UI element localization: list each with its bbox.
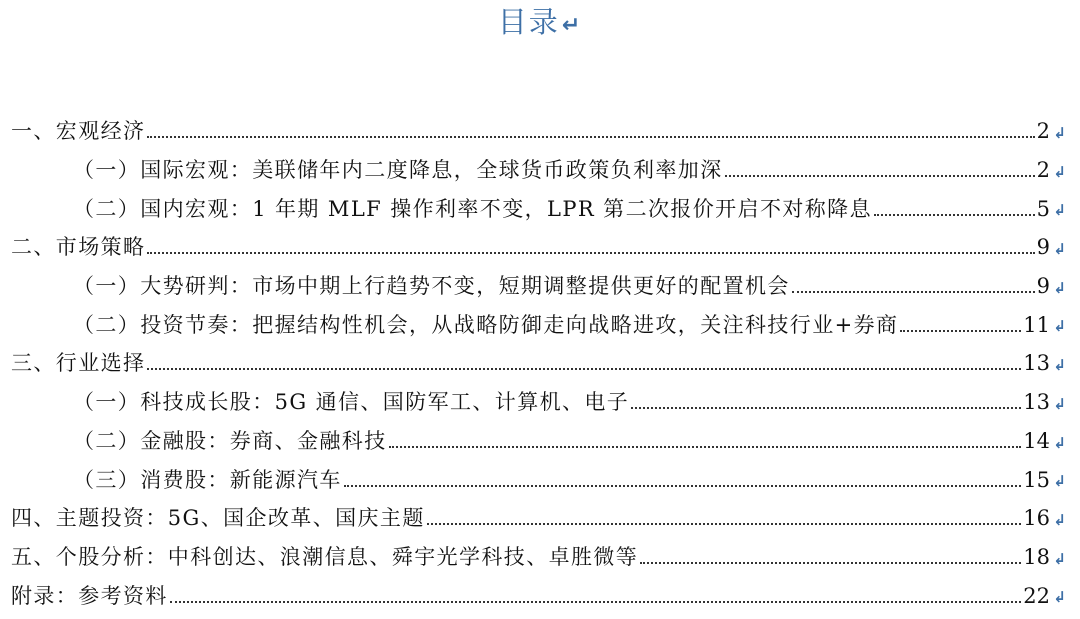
toc-page-number: 2 — [1036, 158, 1050, 183]
toc-leader-dots — [147, 252, 1034, 254]
toc-entry[interactable] — [0, 112, 1080, 151]
toc-page-number: 13 — [1023, 351, 1050, 376]
toc-entry[interactable] — [0, 305, 1080, 344]
toc-leader-dots — [640, 562, 1021, 564]
toc-leader-dots — [147, 136, 1034, 138]
toc-page-number: 2 — [1036, 119, 1050, 144]
paragraph-mark-icon: ↲ — [1053, 278, 1066, 297]
toc-leader-dots — [427, 523, 1022, 525]
toc-leader-dots — [725, 175, 1035, 177]
page-title — [0, 2, 1080, 46]
toc-entry-title: （一）大势研判：市场中期上行趋势不变，短期调整提供更好的配置机会 — [73, 274, 790, 299]
toc-page-number: 14 — [1023, 428, 1050, 453]
toc-entry-title: 一、宏观经济 — [11, 119, 146, 144]
paragraph-mark-icon: ↲ — [1053, 394, 1066, 413]
toc-leader-dots — [874, 214, 1035, 216]
table-of-contents — [0, 112, 1080, 615]
paragraph-mark-icon: ↲ — [1053, 510, 1066, 529]
toc-entry[interactable] — [0, 538, 1080, 577]
toc-entry-title: 三、行业选择 — [11, 351, 146, 376]
paragraph-mark-icon: ↲ — [1053, 162, 1066, 181]
paragraph-mark-icon: ↲ — [1053, 356, 1066, 375]
toc-entry[interactable] — [0, 267, 1080, 306]
toc-leader-dots — [792, 291, 1035, 293]
toc-page-number: 9 — [1036, 235, 1050, 260]
paragraph-mark-icon: ↲ — [1053, 472, 1066, 491]
toc-entry-title: 四、主题投资：5G、国企改革、国庆主题 — [11, 506, 425, 531]
toc-entry-title: 二、市场策略 — [11, 235, 146, 260]
toc-leader-dots — [900, 330, 1021, 332]
toc-page-number: 15 — [1023, 467, 1050, 492]
toc-entry-title: （一）国际宏观：美联储年内二度降息，全球货币政策负利率加深 — [73, 158, 723, 183]
toc-leader-dots — [389, 446, 1022, 448]
toc-leader-dots — [344, 485, 1021, 487]
toc-leader-dots — [147, 368, 1021, 370]
toc-entry[interactable] — [0, 189, 1080, 228]
paragraph-mark-icon: ↲ — [1053, 201, 1066, 220]
toc-page-number: 13 — [1023, 390, 1050, 415]
toc-entry[interactable] — [0, 151, 1080, 190]
paragraph-mark-icon: ↲ — [1053, 240, 1066, 259]
toc-entry-title: （二）国内宏观：1 年期 MLF 操作利率不变，LPR 第二次报价开启不对称降息 — [73, 196, 872, 221]
toc-page-number: 5 — [1036, 196, 1050, 221]
toc-entry[interactable] — [0, 460, 1080, 499]
toc-page-number: 9 — [1036, 274, 1050, 299]
return-arrow-icon: ↵ — [561, 13, 583, 38]
title-text: 目录 — [497, 5, 560, 39]
toc-entry[interactable] — [0, 344, 1080, 383]
toc-entry-title: （二）金融股：券商、金融科技 — [73, 428, 387, 453]
paragraph-mark-icon: ↲ — [1053, 124, 1066, 142]
toc-page-number: 16 — [1023, 506, 1050, 531]
toc-leader-dots — [170, 601, 1021, 603]
paragraph-mark-icon: ↲ — [1053, 433, 1066, 452]
paragraph-mark-icon: ↲ — [1053, 317, 1066, 336]
toc-entry-title: 附录：参考资料 — [11, 583, 168, 608]
toc-page-number: 22 — [1023, 583, 1050, 608]
toc-entry[interactable] — [0, 499, 1080, 538]
paragraph-mark-icon: ↲ — [1053, 588, 1066, 607]
toc-entry[interactable] — [0, 422, 1080, 461]
toc-entry[interactable] — [0, 228, 1080, 267]
paragraph-mark-icon: ↲ — [1053, 549, 1066, 568]
toc-entry-title: （一）科技成长股：5G 通信、国防军工、计算机、电子 — [73, 390, 630, 415]
toc-entry-title: （三）消费股：新能源汽车 — [73, 467, 342, 492]
toc-entry[interactable] — [0, 383, 1080, 422]
toc-page-number: 18 — [1023, 544, 1050, 569]
toc-entry-title: （二）投资节奏：把握结构性机会，从战略防御走向战略进攻，关注科技行业+券商 — [73, 312, 899, 337]
toc-entry-title: 五、个股分析：中科创达、浪潮信息、舜宇光学科技、卓胜微等 — [11, 544, 639, 569]
toc-entry[interactable] — [0, 576, 1080, 615]
toc-page-number: 11 — [1023, 312, 1050, 337]
toc-leader-dots — [631, 407, 1021, 409]
